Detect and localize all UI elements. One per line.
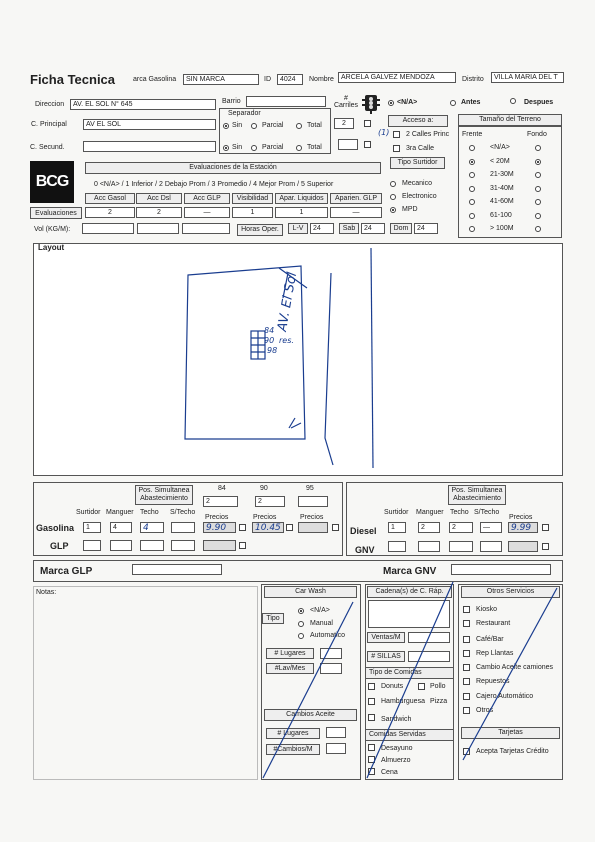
surtidor-mecanico-label: Mecanico [402, 180, 432, 187]
id-label: ID [264, 76, 271, 83]
surtidor-mpd-label: MPD [402, 206, 418, 213]
frente-option-radio[interactable] [469, 213, 475, 219]
surtidor-title: Tipo Surtidor [390, 157, 445, 169]
glp-manguer-field[interactable] [110, 540, 132, 551]
glp-precio-field[interactable] [203, 540, 236, 551]
acceso-2calles-check[interactable] [393, 131, 400, 138]
vol-field-2[interactable] [137, 223, 179, 234]
servidas-title: Comidas Servidas [365, 729, 454, 741]
techo-col-label: Techo [140, 509, 159, 516]
precios-90-label: Precios [253, 514, 277, 521]
precios-84-label: Precios [205, 514, 229, 521]
gnv-stecho-field[interactable] [480, 541, 502, 552]
diesel-precios-label: Precios [509, 514, 533, 521]
pos-title-gasolina: Pos. Simultanea Abastecimiento [135, 485, 193, 505]
otros-servicio-label: Cajero Automático [476, 693, 534, 700]
evaluacion-value-field[interactable]: 1 [232, 207, 273, 218]
lv-field[interactable]: 24 [310, 223, 334, 234]
gasolina-techo-field[interactable]: 4 [140, 522, 164, 533]
evaluacion-column-header: Aparien. GLP [330, 193, 382, 204]
precio-95-field[interactable] [298, 522, 328, 533]
manguer-col-label: Manguer [106, 509, 134, 516]
separador-label: Separador [228, 110, 261, 117]
separador-total-label: Total [307, 122, 322, 129]
separador-sin-radio[interactable] [223, 123, 229, 129]
acceso-title: Acceso a: [388, 115, 448, 127]
acceso-2calles-label: 2 Calles Princ [406, 131, 450, 138]
sillas-label: # SILLAS [367, 651, 405, 662]
fondo-option-radio[interactable] [535, 213, 541, 219]
evaluacion-value-field[interactable]: — [184, 207, 230, 218]
acceso-3ra-label: 3ra Calle [406, 145, 435, 152]
sab-label: Sab [339, 223, 359, 234]
glp-label: GLP [50, 541, 69, 551]
surtidor-electronico-label: Electronico [402, 193, 437, 200]
gnv-techo-field[interactable] [449, 541, 473, 552]
layout-note-res: res. [279, 336, 294, 345]
vol-field-3[interactable] [182, 223, 230, 234]
pos-90-field[interactable]: 2 [255, 496, 285, 507]
evaluacion-column-header: Acc GLP [184, 193, 230, 204]
terreno-option-label: 41-60M [490, 198, 514, 205]
surtidor-mpd-radio[interactable] [390, 207, 396, 213]
diesel-surtidor-col-label: Surtidor [384, 509, 409, 516]
terreno-option-label: 61-100 [490, 211, 512, 219]
cambios-title: Cambios Aceite [264, 709, 357, 721]
secund-field[interactable] [83, 141, 216, 152]
sab-field[interactable]: 24 [361, 223, 385, 234]
diesel-techo-field[interactable]: 2 [449, 522, 473, 533]
carriles-field[interactable]: 2 [334, 118, 354, 129]
comida-hamburguesa-label: Hamburguesa [381, 698, 425, 705]
precios-95-label: Precios [300, 514, 324, 521]
glp-techo-field[interactable] [140, 540, 164, 551]
evaluaciones-scale: 0 <N/A> / 1 Inferior / 2 Debajo Prom / 3 Promedio / 4 Mejor Prom / 5 Superior [94, 181, 334, 188]
col-95-label: 95 [306, 485, 314, 492]
pos-title-diesel: Pos. Simultanea Abastecimiento [448, 485, 506, 505]
notas-area[interactable] [33, 586, 258, 780]
diesel-manguer-field[interactable]: 2 [418, 522, 440, 533]
otros-servicio-label: Restaurant [476, 620, 511, 627]
diesel-label: Diesel [350, 526, 377, 536]
col-90-label: 90 [260, 485, 268, 492]
carriles-label: # Carriles [333, 95, 359, 109]
status-antes-radio[interactable] [450, 100, 456, 106]
carwash-na-label: <N/A> [310, 607, 330, 614]
bcg-logo: BCG [30, 161, 74, 203]
evaluacion-column-header: Visibilidad [232, 193, 273, 204]
precio-90-check[interactable] [286, 524, 293, 531]
carwash-lugares-label: # Lugares [266, 648, 314, 659]
tarjetas-label: Acepta Tarjetas Crédito [476, 748, 549, 755]
carriles2-check[interactable] [364, 141, 371, 148]
gnv-surtidor-field[interactable] [388, 541, 406, 552]
separador2-total-radio[interactable] [296, 145, 302, 151]
gnv-manguer-field[interactable] [418, 541, 440, 552]
comida-donuts-label: Donuts [381, 683, 404, 690]
precio-95-check[interactable] [332, 524, 339, 531]
diesel-surtidor-field[interactable]: 1 [388, 522, 406, 533]
horas-label: Horas Oper. [237, 224, 283, 236]
evaluacion-value-field[interactable]: — [330, 207, 382, 218]
otros-servicio-label: Café/Bar [476, 636, 504, 643]
vol-label: Vol (KG/M): [34, 226, 71, 233]
status-despues-radio[interactable] [510, 98, 516, 104]
pos-95-field[interactable] [298, 496, 328, 507]
lv-label: L-V [288, 223, 308, 234]
precio-84-check[interactable] [239, 524, 246, 531]
precio-90-field[interactable]: 10.45 [252, 522, 284, 533]
servida-cena-label: Cena [381, 769, 398, 776]
gasolina-stecho-field[interactable] [171, 522, 195, 533]
tarjetas-title: Tarjetas [461, 727, 560, 739]
otros-servicio-label: Cambio Aceite camiones [476, 664, 554, 671]
terreno-option-label: > 100M [490, 225, 514, 232]
diesel-manguer-col-label: Manguer [416, 509, 444, 516]
cambios-mes-label: #Cambios/M [266, 744, 320, 755]
otros-servicio-label: Kiosko [476, 606, 498, 613]
acceso-3ra-check[interactable] [393, 145, 400, 152]
distrito-label: Distrito [462, 76, 484, 83]
fondo-option-radio[interactable] [535, 199, 541, 205]
comida-pizza-label: Pizza [430, 698, 448, 705]
terreno-group [458, 126, 562, 238]
marca-field[interactable]: SIN MARCA [183, 74, 259, 85]
barrio-field[interactable] [246, 96, 326, 107]
terreno-option-label: < 20M [490, 157, 510, 165]
marca-gnv-field[interactable] [451, 564, 551, 575]
surtidor-electronico-radio[interactable] [390, 194, 396, 200]
col-84-label: 84 [218, 485, 226, 492]
evaluaciones-row-label: Evaluaciones [30, 207, 82, 219]
terreno-option-label: 21-30M [490, 171, 514, 178]
separador2-sin-radio[interactable] [223, 145, 229, 151]
terreno-option-label: 31-40M [490, 184, 514, 192]
status-na-label: <N/A> [397, 99, 418, 106]
marca-glp-label: Marca GLP [40, 566, 93, 577]
servida-desayuno-label: Desayuno [381, 745, 413, 752]
status-antes-label: Antes [461, 99, 481, 106]
otros-servicio-label: Otros [476, 707, 494, 714]
layout-title: Layout [38, 243, 65, 252]
surtidor-col-label: Surtidor [76, 509, 101, 516]
carwash-manual-label: Manual [310, 620, 333, 627]
terreno-title: Tamaño del Terreno [458, 114, 562, 126]
precio-84-field[interactable]: 9.90 [203, 522, 236, 533]
separador2-total-label: Total [307, 144, 322, 151]
cadena-title: Cadena(s) de C. Ráp. [367, 586, 452, 598]
evaluacion-column-header: Acc Gasol [85, 193, 135, 204]
notas-label: Notas: [36, 589, 57, 596]
separador-parcial-label: Parcial [262, 122, 284, 129]
diesel-stecho-field[interactable]: — [480, 522, 502, 533]
frente-option-radio[interactable] [469, 186, 475, 192]
direccion-label: Direccion [35, 101, 65, 108]
evaluacion-value-field[interactable]: 2 [85, 207, 135, 218]
evaluacion-value-field[interactable]: 1 [275, 207, 328, 218]
frente-option-radio[interactable] [469, 159, 475, 165]
frente-option-radio[interactable] [469, 199, 475, 205]
gasolina-surtidor-field[interactable]: 1 [83, 522, 101, 533]
page-title: Ficha Tecnica [30, 72, 116, 87]
otros-servicio-label: Rep Llantas [476, 650, 514, 657]
glp-surtidor-field[interactable] [83, 540, 101, 551]
gnv-precio-check[interactable] [542, 543, 549, 550]
frente-option-radio[interactable] [469, 226, 475, 232]
diesel-precio-check[interactable] [542, 524, 549, 531]
gnv-precio-field[interactable] [508, 541, 538, 552]
nombre-label: Nombre [309, 76, 334, 83]
diesel-stecho-col-label: S/Techo [474, 509, 500, 516]
layout-note-84: 84 [264, 326, 275, 335]
ventas-label: Ventas/M [367, 632, 405, 643]
comida-pollo-label: Pollo [430, 683, 446, 690]
otros-title: Otros Servicios [461, 586, 560, 598]
fondo-option-radio[interactable] [535, 226, 541, 232]
pos-84-field[interactable]: 2 [203, 496, 238, 507]
evaluaciones-title: Evaluaciones de la Estación [85, 162, 381, 174]
separador-total-radio[interactable] [296, 123, 302, 129]
frente-option-radio[interactable] [469, 172, 475, 178]
traffic-light-icon [362, 94, 380, 114]
carwash-auto-label: Automatico [310, 632, 346, 639]
layout-street-label: AV. El Sol [275, 271, 301, 333]
evaluacion-column-header: Acc Dsl [136, 193, 182, 204]
fondo-option-radio[interactable] [535, 172, 541, 178]
fondo-option-radio[interactable] [535, 159, 541, 165]
evaluacion-value-field[interactable]: 2 [136, 207, 182, 218]
separador2-sin-label: Sin [232, 144, 243, 151]
vol-field[interactable] [82, 223, 134, 234]
dom-field[interactable]: 24 [414, 223, 438, 234]
separador2-parcial-label: Parcial [262, 144, 284, 151]
distrito-field[interactable]: VILLA MARIA DEL T [491, 72, 564, 83]
carriles2-field[interactable] [338, 139, 358, 150]
servida-almuerzo-label: Almuerzo [381, 757, 411, 764]
glp-precio-check[interactable] [239, 542, 246, 549]
principal-label: C. Principal [31, 121, 67, 128]
barrio-label: Barrio [222, 98, 241, 105]
diesel-techo-col-label: Techo [450, 509, 469, 516]
cambios-lugares-label: # Lugares [266, 728, 320, 739]
otros-servicio-label: Repuestos [476, 678, 510, 685]
fondo-option-radio[interactable] [535, 145, 541, 151]
nombre-field[interactable]: ARCELA GALVEZ MENDOZA [338, 72, 456, 83]
marca-glp-field[interactable] [132, 564, 222, 575]
frente-option-radio[interactable] [469, 145, 475, 151]
carwash-title: Car Wash [264, 586, 357, 598]
carwash-lavmes-label: #Lav/Mes [266, 663, 314, 674]
layout-note-98: 98 [267, 346, 278, 355]
separador-sin-label: Sin [232, 122, 243, 129]
evaluacion-column-header: Apar. Liquidos [275, 193, 328, 204]
glp-stecho-field[interactable] [171, 540, 195, 551]
principal-field[interactable]: AV EL SOL [83, 119, 216, 130]
id-field[interactable]: 4024 [277, 74, 303, 85]
dom-label: Dom [390, 223, 412, 234]
status-na-radio[interactable] [388, 100, 394, 106]
separador2-parcial-radio[interactable] [251, 145, 257, 151]
acceso-note: (1) [378, 128, 390, 137]
fondo-option-radio[interactable] [535, 186, 541, 192]
diesel-precio-field[interactable]: 9.99 [508, 522, 538, 533]
fondo-label: Fondo [527, 131, 547, 138]
strike-marks [255, 580, 565, 785]
tipo-label: Tipo [262, 613, 284, 624]
status-despues-label: Despues [524, 99, 554, 106]
stecho-col-label: S/Techo [170, 509, 196, 516]
gasolina-label: Gasolina [36, 523, 75, 533]
layout-note-90: 90 [264, 336, 275, 345]
tipo-comidas-title: Tipo de Comidas [365, 667, 454, 679]
carriles-check[interactable] [364, 120, 371, 127]
marca-gnv-label: Marca GNV [383, 566, 437, 577]
direccion-field[interactable]: AV. EL SOL N° 645 [70, 99, 216, 110]
marca-label: arca Gasolina [133, 76, 177, 83]
separador-parcial-radio[interactable] [251, 123, 257, 129]
secund-label: C. Secund. [30, 144, 65, 151]
comida-sandwich-label: Sandwich [381, 716, 412, 723]
terreno-option-label: <N/A> [490, 144, 510, 151]
frente-label: Frente [462, 131, 483, 138]
gnv-label: GNV [355, 545, 375, 555]
gasolina-manguer-field[interactable]: 4 [110, 522, 132, 533]
surtidor-mecanico-radio[interactable] [390, 181, 396, 187]
